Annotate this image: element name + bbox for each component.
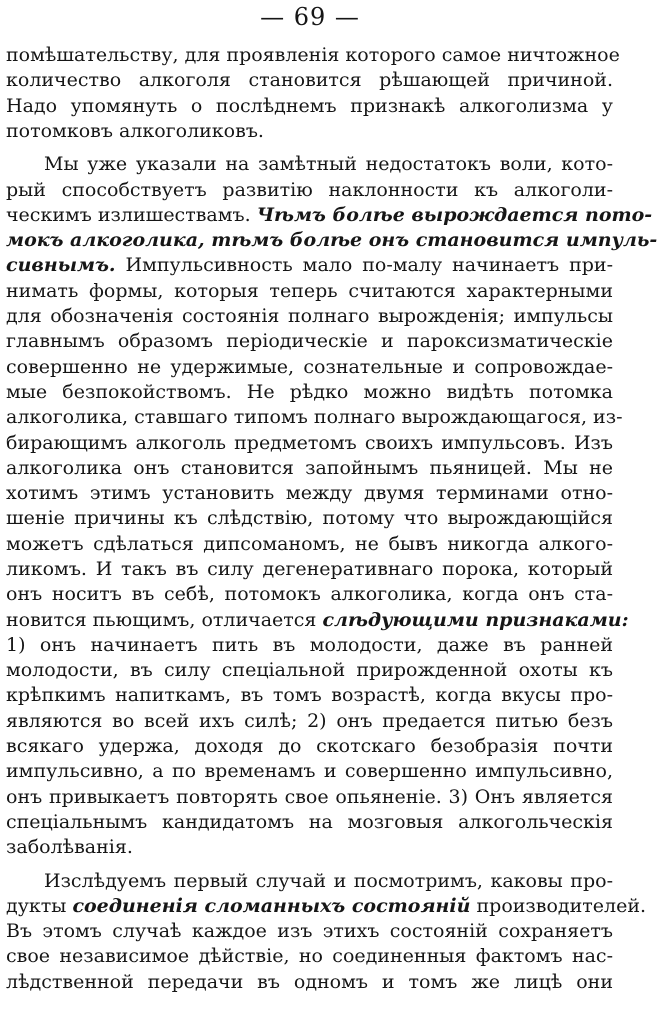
text-line: для обозначенія состоянія полнаго вырожденія; импульсы — [6, 305, 613, 327]
text-line — [6, 607, 629, 633]
text-line: Изслѣдуемъ первый случай и посмотримъ, каковы про- — [44, 870, 613, 892]
text-line: помѣшательству, для проявленія которого самое ничтожное — [6, 44, 620, 66]
emphasized-text: слѣдующими признаками: — [322, 609, 629, 631]
text-line: лѣдственной передачи въ одномъ и томъ же лицѣ они — [6, 971, 613, 993]
text-line: 1) онъ начинаетъ пить въ молодости, даже въ ранней — [6, 634, 613, 656]
text-run: новится пьющимъ, отличается — [6, 609, 323, 631]
text-line: всякаго удержа, доходя до скотскаго безобразія почти — [6, 735, 613, 757]
emphasized-text: Чѣмъ болѣе вырождается пото- — [256, 204, 653, 226]
emphasized-text: мокъ алкоголика, тѣмъ болѣе онъ становится импуль- — [6, 229, 657, 251]
text-line: заболѣванія. — [6, 836, 133, 858]
text-line: главнымъ образомъ періодическіе и пароксизматическіе — [6, 330, 613, 352]
text-line: молодости, въ силу спеціальной прирожденной охоты къ — [6, 659, 613, 681]
text-line: импульсивно, а по временамъ и совершенно импульсивно, — [6, 760, 613, 782]
text-line — [6, 227, 657, 253]
text-line — [6, 252, 613, 278]
text-run: производителей. — [470, 895, 647, 917]
text-line: шеніе причины къ слѣдствію, потому что вырождающійся — [6, 507, 613, 529]
text-line: онъ привыкаетъ повторять свое опьяненіе. 3) Онъ является — [6, 786, 613, 808]
text-line: Надо упомянуть о послѣднемъ признакѣ алкоголизма у — [6, 95, 613, 117]
text-line: алкоголика онъ становится запойнымъ пьяницей. Мы не — [6, 457, 613, 479]
text-run: дукты — [6, 895, 73, 917]
page-number: — 69 — — [260, 3, 360, 31]
text-line: онъ носитъ въ себѣ, потомокъ алкоголика, когда онъ ста- — [6, 583, 613, 605]
text-run: ческимъ излишествамъ. — [6, 204, 257, 226]
text-line: ликомъ. И такъ въ силу дегенеративнаго порока, который — [6, 558, 613, 580]
text-line: хотимъ этимъ установить между двумя терминами отно- — [6, 482, 613, 504]
emphasized-text: сивнымъ. — [6, 254, 116, 276]
text-line: свое независимое дѣйствіе, но соединенныя фактомъ нас- — [6, 945, 613, 967]
text-line: мые безпокойствомъ. Не рѣдко можно видѣть потомка — [6, 381, 613, 403]
text-line: Мы уже указали на замѣтный недостатокъ воли, кото- — [44, 153, 613, 175]
text-run: Импульсивность мало по-малу начинаетъ при- — [115, 254, 613, 276]
text-line: являются во всей ихъ силѣ; 2) онъ предается питью безъ — [6, 710, 613, 732]
text-line: совершенно не удержимые, сознательные и сопровождае- — [6, 356, 613, 378]
text-line: Въ этомъ случаѣ каждое изъ этихъ состояній сохраняетъ — [6, 920, 613, 942]
text-line: крѣпкимъ напиткамъ, въ томъ возрастѣ, когда вкусы про- — [6, 684, 613, 706]
text-line: потомковъ алкоголиковъ. — [6, 120, 264, 142]
text-line: алкоголика, ставшаго типомъ полнаго вырождающагося, из- — [6, 406, 623, 428]
text-line: нимать формы, которыя теперь считаются характерными — [6, 280, 613, 302]
text-line: спеціальнымъ кандидатомъ на мозговыя алкогольческія — [6, 811, 613, 833]
text-line — [6, 202, 653, 228]
text-line — [6, 893, 647, 919]
text-line: количество алкоголя становится рѣшающей причиной. — [6, 69, 613, 91]
text-line: бирающимъ алкоголь предметомъ своихъ импульсовъ. Изъ — [6, 432, 613, 454]
text-line: рый способствуетъ развитію наклонности къ алкоголи- — [6, 179, 613, 201]
text-line: можетъ сдѣлаться дипсоманомъ, не бывъ никогда алкого- — [6, 533, 613, 555]
emphasized-text: соединенія сломанныхъ состояній — [72, 895, 471, 917]
